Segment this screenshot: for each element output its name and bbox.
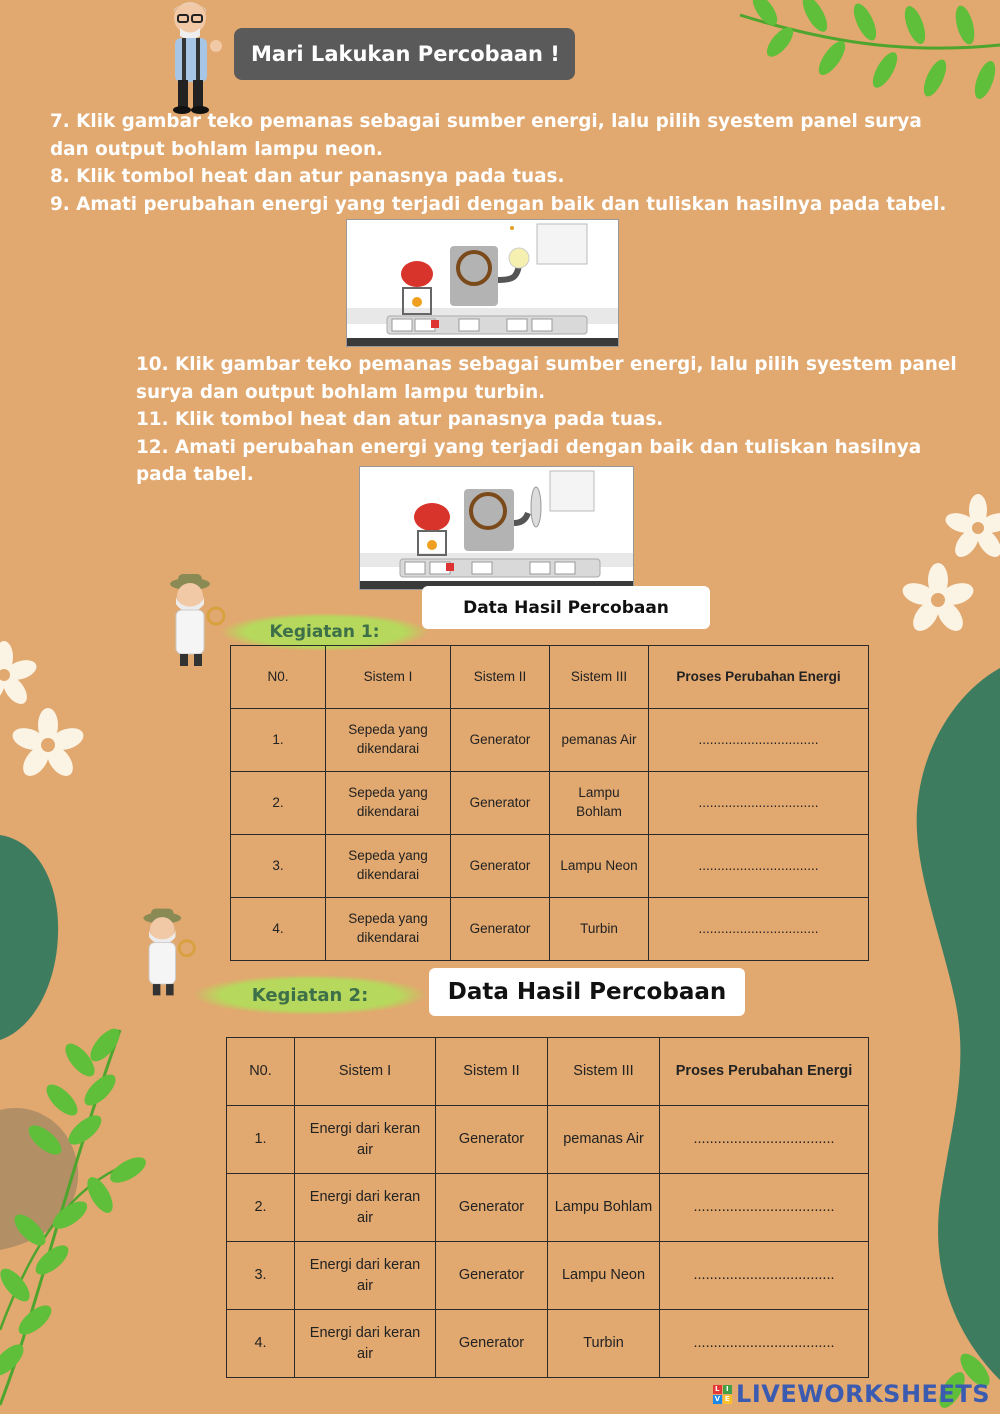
cell-sistem-3: Lampu Bohlam xyxy=(550,772,649,835)
step-9: 9. Amati perubahan energi yang terjadi dengan baik dan tuliskan hasilnya pada tabel. xyxy=(50,193,947,215)
flower-left-2 xyxy=(10,708,87,781)
cell-sistem-2: Generator xyxy=(451,709,550,772)
activity-2-title: Data Hasil Percobaan xyxy=(429,968,745,1016)
answer-field[interactable]: ................................... xyxy=(660,1106,869,1174)
table-header-row xyxy=(231,646,869,709)
flower-right-1 xyxy=(943,494,1000,561)
cell-sistem-1: Energi dari keran air xyxy=(295,1174,436,1242)
cell-sistem-2: Generator xyxy=(436,1310,548,1378)
liveworksheets-logo[interactable] xyxy=(713,1380,990,1408)
answer-field[interactable]: ................................... xyxy=(660,1242,869,1310)
cell-sistem-2: Generator xyxy=(451,835,550,898)
activity-1-title: Data Hasil Percobaan xyxy=(422,586,710,629)
cell-sistem-1: Sepeda yang dikendarai xyxy=(326,772,451,835)
table-row xyxy=(227,1106,869,1174)
cell-no: 1. xyxy=(227,1106,295,1174)
cell-no: 4. xyxy=(231,898,326,961)
activity-2-table xyxy=(226,1037,869,1378)
cell-sistem-1: Energi dari keran air xyxy=(295,1106,436,1174)
cell-sistem-3: Lampu Neon xyxy=(550,835,649,898)
header-sistem-3: Sistem III xyxy=(550,646,649,709)
answer-field[interactable]: ................................... xyxy=(660,1310,869,1378)
cell-no: 3. xyxy=(231,835,326,898)
cell-sistem-1: Sepeda yang dikendarai xyxy=(326,835,451,898)
answer-field[interactable]: ................................ xyxy=(649,898,869,961)
detective-character-icon xyxy=(134,904,200,1000)
detective-character-icon xyxy=(160,570,230,670)
green-blob-left xyxy=(0,835,58,1040)
activity-1-label: Kegiatan 1: xyxy=(222,613,427,651)
cell-sistem-3: Turbin xyxy=(550,898,649,961)
answer-field[interactable]: ................................ xyxy=(649,835,869,898)
cell-sistem-3: Turbin xyxy=(548,1310,660,1378)
cell-sistem-1: Sepeda yang dikendarai xyxy=(326,709,451,772)
header-proses: Proses Perubahan Energi xyxy=(660,1038,869,1106)
table-row xyxy=(231,709,869,772)
green-blob-right xyxy=(917,668,1000,1380)
cell-sistem-3: pemanas Air xyxy=(550,709,649,772)
header-sistem-3: Sistem III xyxy=(548,1038,660,1106)
cell-no: 2. xyxy=(231,772,326,835)
instructions-part-1 xyxy=(50,108,960,218)
cell-sistem-1: Energi dari keran air xyxy=(295,1242,436,1310)
header-sistem-1: Sistem I xyxy=(326,646,451,709)
cell-sistem-2: Generator xyxy=(436,1242,548,1310)
cell-no: 4. xyxy=(227,1310,295,1378)
table-row xyxy=(227,1242,869,1310)
header-sistem-2: Sistem II xyxy=(451,646,550,709)
simulation-screenshot-turbine xyxy=(359,466,634,590)
table-header-row xyxy=(227,1038,869,1106)
cell-sistem-3: Lampu Neon xyxy=(548,1242,660,1310)
simulation-screenshot-neon xyxy=(346,219,619,347)
cell-sistem-2: Generator xyxy=(451,772,550,835)
header-sistem-1: Sistem I xyxy=(295,1038,436,1106)
professor-character-icon xyxy=(160,0,230,116)
table-row xyxy=(227,1174,869,1242)
answer-field[interactable]: ................................... xyxy=(660,1174,869,1242)
liveworksheets-badge-icon: L I V E xyxy=(714,1385,731,1403)
cell-sistem-2: Generator xyxy=(436,1106,548,1174)
cell-sistem-2: Generator xyxy=(436,1174,548,1242)
step-11: 11. Klik tombol heat dan atur panasnya pada tuas. xyxy=(136,409,664,430)
page-title: Mari Lakukan Percobaan ! xyxy=(234,28,575,80)
step-10: 10. Klik gambar teko pemanas sebagai sumber energi, lalu pilih syestem panel surya dan output bohlam lampu turbin. xyxy=(136,354,957,403)
header-proses: Proses Perubahan Energi xyxy=(649,646,869,709)
liveworksheets-text: LIVEWORKSHEETS xyxy=(736,1380,990,1408)
answer-field[interactable]: ................................ xyxy=(649,772,869,835)
step-7: 7. Klik gambar teko pemanas sebagai sumber energi, lalu pilih syestem panel surya dan output bohlam lampu neon. xyxy=(50,111,922,160)
flower-left-1 xyxy=(0,641,39,708)
activity-1-table xyxy=(230,645,869,961)
cell-no: 3. xyxy=(227,1242,295,1310)
flower-right-2 xyxy=(900,563,977,636)
cell-no: 1. xyxy=(231,709,326,772)
header-no: N0. xyxy=(231,646,326,709)
cell-sistem-1: Energi dari keran air xyxy=(295,1310,436,1378)
answer-field[interactable]: ................................ xyxy=(649,709,869,772)
header-sistem-2: Sistem II xyxy=(436,1038,548,1106)
leaf-branch-top-right xyxy=(740,0,1000,102)
step-12: 12. Amati perubahan energi yang terjadi dengan baik dan tuliskan hasilnya pada tabel. xyxy=(136,436,922,485)
header-no: N0. xyxy=(227,1038,295,1106)
cell-sistem-2: Generator xyxy=(451,898,550,961)
cell-sistem-1: Sepeda yang dikendarai xyxy=(326,898,451,961)
cell-sistem-3: Lampu Bohlam xyxy=(548,1174,660,1242)
activity-2-label: Kegiatan 2: xyxy=(195,975,425,1015)
table-row xyxy=(231,835,869,898)
table-row xyxy=(227,1310,869,1378)
cell-sistem-3: pemanas Air xyxy=(548,1106,660,1174)
cell-no: 2. xyxy=(227,1174,295,1242)
table-row xyxy=(231,772,869,835)
table-row xyxy=(231,898,869,961)
step-8: 8. Klik tombol heat dan atur panasnya pada tuas. xyxy=(50,166,565,187)
